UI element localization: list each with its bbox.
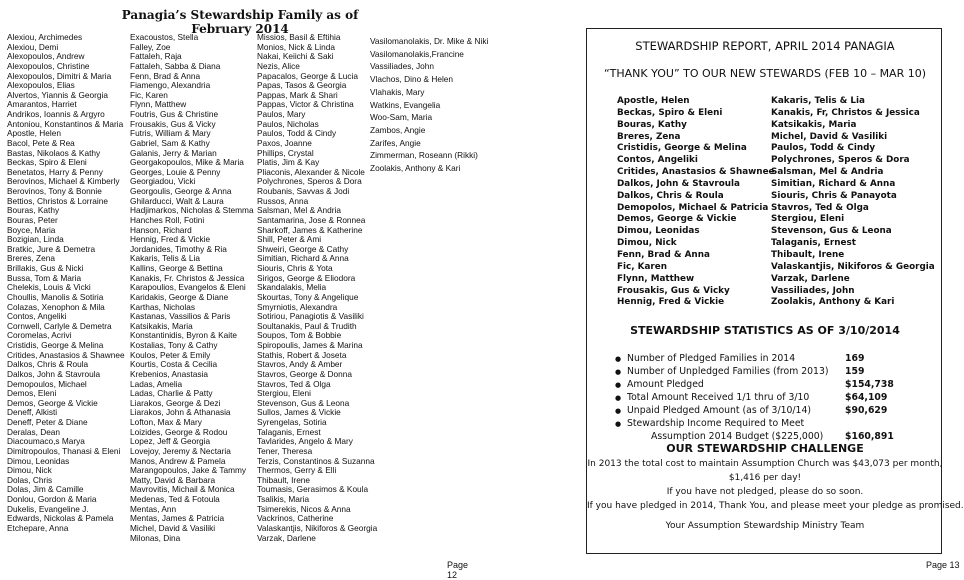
name-entry: Stathis, Robert & Joseta (257, 349, 347, 360)
name-entry: Kanakis, Fr, Christos & Jessica (771, 107, 920, 118)
name-entry: Lofton, Max & Mary (130, 417, 202, 427)
name-entry: Lopez, Jeff & Georgia (130, 436, 211, 447)
name-entry: Toumasis, Gerasimos & Koula (257, 484, 369, 495)
name-entry: Cristidis, George & Melina (617, 143, 747, 154)
name-entry: Alvertos, Yiannis & Georgia (7, 89, 108, 100)
family-column-2 (130, 33, 254, 543)
name-entry: Flynn, Matthew (617, 273, 695, 284)
name-entry: Kostalias, Tony & Cathy (130, 340, 218, 350)
name-entry: Demopoulos, Michael (7, 378, 87, 389)
name-entry: Soupos, Tom & Bobbie (257, 330, 342, 341)
name-entry: Valaskantjis, Nikiforos & Georgia (771, 261, 935, 272)
name-entry: Vackrinos, Catherine (257, 513, 334, 524)
name-entry: Tavlarides, Angelo & Mary (257, 436, 353, 447)
stat-label: Assumption 2014 Budget ($225,000) (651, 431, 824, 442)
thank-you-heading: “THANK YOU” TO OUR NEW STEWARDS (FEB 10 – MAR 10) (603, 67, 927, 80)
stat-row (587, 353, 943, 366)
name-entry: Dimou, Nick (617, 238, 677, 249)
name-entry: Bratkic, Jure & Demetra (7, 243, 96, 254)
name-entry: Falley, Zoe (130, 41, 171, 52)
name-entry: Zambos, Angie (370, 124, 426, 135)
name-entry: Roubanis, Savvas & Jodi (257, 186, 350, 196)
name-entry: Karidakis, George & Diane (130, 291, 229, 302)
name-entry: Liarakos, George & Dezi (130, 397, 221, 408)
name-entry: Platis, Jim & Kay (257, 157, 320, 168)
name-entry: Brillakis, Gus & Nicki (7, 263, 84, 273)
name-entry: Georgakopoulos, Mike & Maria (130, 157, 244, 168)
name-entry: Paulos, Mary (257, 109, 306, 119)
name-entry: Papas, Tasos & Georgia (257, 80, 347, 91)
name-entry: Galanis, Jerry & Marian (130, 147, 217, 158)
name-entry: Polychrones, Speros & Dora (257, 176, 362, 187)
stewardship-report-box (586, 28, 964, 554)
family-column-4 (370, 35, 488, 175)
bullet-icon: ● (615, 368, 622, 376)
name-entry: Dalkos, John & Stavroula (7, 368, 101, 379)
name-entry: Simitian, Richard & Anna (257, 253, 349, 264)
name-entry: Fattaleh, Raja (130, 51, 182, 62)
family-column-3 (257, 33, 377, 543)
name-entry: Alexopoulos, Christine (7, 60, 90, 71)
bullet-icon: ● (615, 420, 622, 428)
stat-value: $154,738 (845, 379, 894, 390)
name-entry: Stergiou, Eleni (771, 214, 845, 225)
statistics-title: STEWARDSHIP STATISTICS AS OF 3/10/2014 (630, 324, 900, 337)
stat-row (587, 405, 943, 418)
stat-value: $90,629 (845, 405, 888, 416)
name-entry: Konstantinidis, Byron & Kaite (130, 330, 237, 341)
name-entry: Michel, David & Vasiliki (771, 131, 888, 142)
name-entry: Vassiliades, John (771, 285, 855, 296)
name-entry: Vlachos, Dino & Helen (370, 74, 454, 85)
challenge-title: OUR STEWARDSHIP CHALLENGE (666, 442, 864, 455)
name-entry: Benetatos, Harry & Penny (7, 166, 103, 177)
name-entry: Etchepare, Anna (7, 522, 69, 533)
name-entry: Paulos, Todd & Cindy (771, 143, 876, 154)
name-entry: Dukelis, Evangeline J. (7, 503, 89, 514)
family-column-1 (7, 33, 125, 534)
name-entry: Terzis, Constantinos & Suzanna (257, 455, 375, 466)
name-entry: Stavros, Ted & Olga (257, 378, 331, 389)
name-entry: Stavros, Andy & Amber (257, 359, 343, 370)
name-entry: Milonas, Dina (130, 532, 181, 543)
stat-label: Number of Unpledged Families (from 2013) (627, 366, 829, 377)
name-entry: Salsman, Mel & Andria (257, 205, 341, 216)
name-entry: Foutris, Gus & Christine (130, 109, 219, 119)
name-entry: Kourtis, Costa & Cecilia (130, 359, 218, 370)
name-entry: Cornwell, Carlyle & Demetra (7, 320, 112, 331)
name-entry: Zoolakis, Anthony & Kari (771, 297, 895, 308)
name-entry: Dimitropoulos, Thanasi & Eleni (7, 445, 121, 456)
name-entry: Santamarina, Jose & Ronnea (257, 214, 366, 225)
name-entry: Thermos, Gerry & Elli (257, 465, 337, 476)
name-entry: Diacoumaco,s Marya (7, 436, 85, 447)
name-entry: Polychrones, Speros & Dora (771, 155, 910, 166)
name-entry: Fenn, Brad & Anna (617, 249, 710, 260)
stat-value: 159 (845, 366, 865, 377)
new-stewards-left-column (617, 96, 775, 309)
name-entry: Ladas, Amelia (130, 378, 183, 389)
stat-label: Number of Pledged Families in 2014 (627, 353, 796, 364)
name-entry: Krebenios, Anastasia (130, 368, 208, 379)
name-entry: Futris, William & Mary (130, 128, 211, 139)
name-entry: Tsalikis, Maria (257, 494, 310, 504)
bullet-icon: ● (615, 381, 622, 389)
name-entry: Deneff, Alkisti (7, 407, 58, 418)
name-entry: Medenas, Ted & Fotoula (130, 494, 220, 504)
bullet-icon: ● (615, 355, 622, 363)
name-entry: Dalkos, John & Stavroula (617, 178, 740, 189)
name-entry: Flynn, Matthew (130, 99, 187, 110)
name-entry: Pappas, Mark & Shari (257, 89, 338, 100)
name-entry: Syrengelas, Sotiria (257, 417, 327, 427)
name-entry: Mentas, James & Patricia (130, 513, 225, 524)
name-entry: Pappas, Victor & Christina (257, 99, 354, 110)
name-entry: Alexiou, Demi (7, 41, 59, 52)
name-entry: Dimou, Nick (7, 465, 52, 476)
name-entry: Bouras, Kathy (7, 205, 60, 216)
stat-value: $64,109 (845, 392, 888, 403)
name-entry: Stevenson, Gus & Leona (771, 226, 892, 237)
name-entry: Vasilomanolakis,Francine (370, 48, 464, 59)
stat-label: Stewardship Income Required to Meet (627, 418, 805, 429)
name-entry: Katsikakis, Maria (130, 320, 193, 331)
name-entry: Dalkos, Chris & Roula (617, 190, 724, 201)
name-entry: Russos, Anna (257, 195, 309, 206)
name-entry: Fenn, Brad & Anna (130, 70, 201, 81)
name-entry: Bozigian, Linda (7, 234, 64, 245)
name-entry: Georges, Louie & Penny (130, 166, 221, 177)
name-entry: Hennig, Fred & Vickie (617, 297, 725, 308)
name-entry: Talaganis, Ernest (257, 426, 321, 437)
stat-value: 169 (845, 353, 865, 364)
signature: Your Assumption Stewardship Ministry Team (665, 521, 865, 531)
name-entry: Loizides, George & Rodou (130, 426, 228, 437)
name-entry: Boyce, Maria (7, 224, 56, 235)
name-entry: Valaskantjis, Nikiforos & Georgia (257, 522, 378, 533)
name-entry: Mavrovitis, Michail & Monica (130, 484, 235, 495)
name-entry: Demos, Eleni (7, 388, 57, 399)
stat-row (587, 418, 943, 431)
name-entry: Stevenson, Gus & Leona (257, 397, 350, 408)
name-entry: Breres, Zena (617, 131, 681, 142)
name-entry: Siouris, Chris & Yota (257, 263, 333, 273)
name-entry: Karthas, Nicholas (130, 301, 196, 312)
name-entry: Stavros, Ted & Olga (771, 202, 869, 213)
name-entry: Dolas, Chris (7, 474, 53, 485)
name-entry: Bussa, Tom & Maria (7, 272, 82, 283)
name-entry: Varzak, Darlene (771, 273, 850, 284)
name-entry: Talaganis, Ernest (771, 238, 856, 249)
name-entry: Woo-Sam, Maria (370, 112, 433, 123)
name-entry: Colazas, Xenophon & Mila (7, 301, 105, 312)
name-entry: Ghilarducci, Walt & Laura (130, 195, 224, 206)
name-entry: Sotiriou, Panagiotis & Vasiliki (257, 311, 364, 322)
challenge-line: $1,416 per day! (728, 473, 802, 483)
name-entry: Deralas, Dean (7, 426, 61, 437)
report-title: STEWARDSHIP REPORT, APRIL 2014 PANAGIA (635, 39, 895, 53)
stat-row (587, 366, 943, 379)
name-entry: Stavros, George & Donna (257, 368, 353, 379)
name-entry: Lovejoy, Jeremy & Nectaria (130, 445, 231, 456)
name-entry: Jordanides, Timothy & Ria (130, 243, 227, 254)
name-entry: Berovinos, Tony & Bonnie (7, 186, 102, 196)
bullet-icon: ● (615, 394, 622, 402)
name-entry: Stergiou, Eleni (257, 388, 311, 399)
name-entry: Demos, George & Vickie (617, 214, 737, 225)
name-entry: Alexopoulos, Andrew (7, 51, 85, 62)
name-entry: Watkins, Evangelia (370, 99, 441, 110)
name-entry: Siouris, Chris & Panayota (771, 190, 897, 201)
name-entry: Nakai, Keiichi & Saki (257, 51, 334, 62)
name-entry: Fiamengo, Alexandria (130, 80, 211, 91)
name-entry: Michel, David & Vasiliki (130, 522, 216, 533)
name-entry: Shill, Peter & Ami (257, 234, 322, 245)
name-entry: Choullis, Manolis & Sotiria (7, 291, 104, 302)
challenge-line: In 2013 the total cost to maintain Assumption Church was $43,073 per month, (587, 459, 943, 469)
name-entry: Tener, Theresa (257, 445, 313, 456)
name-entry: Sirigos, George & Eliodora (257, 272, 356, 283)
name-entry: Fic, Karen (130, 89, 168, 100)
name-entry: Sullos, James & Vickie (257, 407, 341, 418)
name-entry: Andrikos, Ioannis & Argyro (7, 109, 105, 119)
name-entry: Alexopoulos, Dimitri & Maria (7, 70, 112, 81)
name-entry: Papacalos, George & Lucia (257, 70, 359, 81)
challenge-line: If you have not pledged, please do so soon. (666, 487, 864, 497)
name-entry: Apostle, Helen (7, 128, 61, 139)
name-entry: Dimou, Leonidas (617, 226, 700, 237)
challenge-line: If you have pledged in 2014, Thank You, and please meet your pledge as promised. (587, 501, 964, 511)
name-entry: Apostle, Helen (617, 96, 690, 106)
name-entry: Edwards, Nickolas & Pamela (7, 513, 114, 524)
name-entry: Shweiri, George & Cathy (257, 243, 349, 254)
name-entry: Mentas, Ann (130, 503, 177, 514)
stat-value: $160,891 (845, 431, 894, 442)
name-entry: Frousakis, Gus & Vicky (617, 285, 730, 296)
name-entry: Zoolakis, Anthony & Kari (370, 163, 461, 174)
name-entry: Hadjimarkos, Nicholas & Stemma (130, 205, 254, 216)
page-number-13: Page 13 (926, 560, 960, 570)
name-entry: Paulos, Todd & Cindy (257, 128, 337, 139)
name-entry: Alexiou, Archimedes (7, 32, 83, 42)
name-entry: Phillips, Crystal (257, 147, 314, 158)
name-entry: Exacoustos, Stella (130, 32, 199, 42)
name-entry: Skourtas, Tony & Angelique (257, 291, 359, 302)
name-entry: Zarifes, Angie (370, 137, 421, 148)
name-entry: Hanches Roll, Fotini (130, 214, 205, 225)
name-entry: Spiropoulis, James & Marina (257, 340, 363, 350)
stat-label: Total Amount Received 1/1 thru of 3/10 (627, 392, 810, 403)
name-entry: Soultanakis, Paul & Trudith (257, 320, 357, 331)
bullet-icon: ● (615, 407, 622, 415)
name-entry: Kastanas, Vassilios & Paris (130, 311, 231, 322)
name-entry: Amarantos, Harriet (7, 99, 77, 110)
name-entry: Georgiadou, Vicki (130, 176, 196, 187)
name-entry: Berovinos, Michael & Kimberly (7, 176, 120, 187)
name-entry: Thibault, Irene (771, 249, 845, 260)
name-entry: Nezis, Alice (257, 60, 300, 71)
name-entry: Liarakos, John & Athanasia (130, 407, 231, 418)
name-entry: Katsikakis, Maria (771, 119, 857, 130)
name-entry: Kakaris, Telis & Lia (130, 253, 200, 264)
name-entry: Demos, George & Vickie (7, 397, 98, 408)
name-entry: Monios, Nick & Linda (257, 41, 335, 52)
name-entry: Gabriel, Sam & Kathy (130, 137, 210, 148)
name-entry: Dalkos, Chris & Roula (7, 359, 89, 370)
stat-row (587, 392, 943, 405)
name-entry: Alexopoulos, Elias (7, 80, 75, 91)
name-entry: Dolas, Jim & Camille (7, 484, 84, 495)
name-entry: Contos, Angeliki (617, 155, 698, 166)
page-number-12: Page 12 (447, 560, 469, 580)
name-entry: Vasilomanolakis, Dr. Mike & Niki (370, 36, 489, 46)
name-entry: Deneff, Peter & Diane (7, 417, 88, 427)
name-entry: Manos, Andrew & Pamela (130, 455, 226, 466)
name-entry: Fattaleh, Sabba & Diana (130, 60, 221, 71)
stat-label: Amount Pledged (627, 379, 704, 390)
name-entry: Bastas, Nikolaos & Kathy (7, 147, 101, 158)
name-entry: Antoniou, Konstantinos & Maria (7, 118, 124, 129)
name-entry: Matty, David & Barbara (130, 474, 216, 485)
name-entry: Bacol, Pete & Rea (7, 137, 75, 148)
name-entry: Breres, Zena (7, 253, 55, 264)
name-entry: Critides, Anastasios & Shawnee (7, 349, 125, 360)
name-entry: Sharkoff, James & Katherine (257, 224, 363, 235)
name-entry: Tsimerekis, Nicos & Anna (257, 503, 351, 514)
name-entry: Varzak, Darlene (257, 532, 316, 543)
name-entry: Paulos, Nicholas (257, 118, 319, 129)
name-entry: Georgoulis, George & Anna (130, 186, 232, 196)
name-entry: Dimou, Leonidas (7, 455, 70, 466)
name-entry: Vlahakis, Mary (370, 86, 425, 97)
name-entry: Demopolos, Michael & Patricia (617, 202, 769, 213)
name-entry: Bouras, Peter (7, 214, 58, 225)
name-entry: Contos, Angeliki (7, 311, 67, 322)
name-entry: Cristidis, George & Melina (7, 340, 104, 350)
name-entry: Salsman, Mel & Andria (771, 167, 884, 178)
name-entry: Marangopoulos, Jake & Tammy (130, 465, 247, 476)
name-entry: Critides, Anastasios & Shawnee (617, 167, 775, 178)
stat-label: Unpaid Pledged Amount (as of 3/10/14) (627, 405, 812, 416)
name-entry: Zimmerman, Roseann (Rikki) (370, 150, 478, 161)
name-entry: Missios, Basil & Eftihia (257, 32, 341, 42)
stat-row (587, 379, 943, 392)
name-entry: Beckas, Spiro & Eleni (7, 157, 87, 168)
name-entry: Bettios, Christos & Lorraine (7, 195, 108, 206)
stewardship-family-title: Panagia’s Stewardship Family as of February 2014 (121, 8, 359, 36)
name-entry: Fic, Karen (617, 261, 667, 272)
name-entry: Kallins, George & Bettina (130, 263, 223, 273)
name-entry: Frousakis, Gus & Vicky (130, 118, 216, 129)
name-entry: Kakaris, Telis & Lia (771, 96, 865, 106)
page-13 (480, 0, 964, 570)
name-entry: Chelekis, Louis & Vicki (7, 282, 91, 293)
name-entry: Kanakis, Fr. Christos & Jessica (130, 272, 245, 283)
name-entry: Smyrniotis, Alexandra (257, 301, 338, 312)
new-stewards-right-column (771, 96, 935, 309)
name-entry: Hanson, Richard (130, 224, 192, 235)
name-entry: Koulos, Peter & Emily (130, 349, 211, 360)
name-entry: Beckas, Spiro & Eleni (617, 107, 723, 118)
name-entry: Donlou, Gordon & Maria (7, 494, 97, 504)
name-entry: Thibault, Irene (257, 474, 311, 485)
name-entry: Pliaconis, Alexander & Nicole (257, 166, 365, 177)
name-entry: Vassiliades, John (370, 61, 434, 72)
name-entry: Simitian, Richard & Anna (771, 178, 896, 189)
name-entry: Karapoulios, Evangelos & Eleni (130, 282, 246, 293)
name-entry: Hennig, Fred & Vickie (130, 234, 211, 245)
name-entry: Ladas, Charlie & Patty (130, 388, 213, 399)
name-entry: Paxos, Joanne (257, 137, 312, 148)
name-entry: Bouras, Kathy (617, 119, 687, 130)
name-entry: Coromelas, Acrivi (7, 330, 72, 341)
name-entry: Skandalakis, Melia (257, 282, 327, 293)
